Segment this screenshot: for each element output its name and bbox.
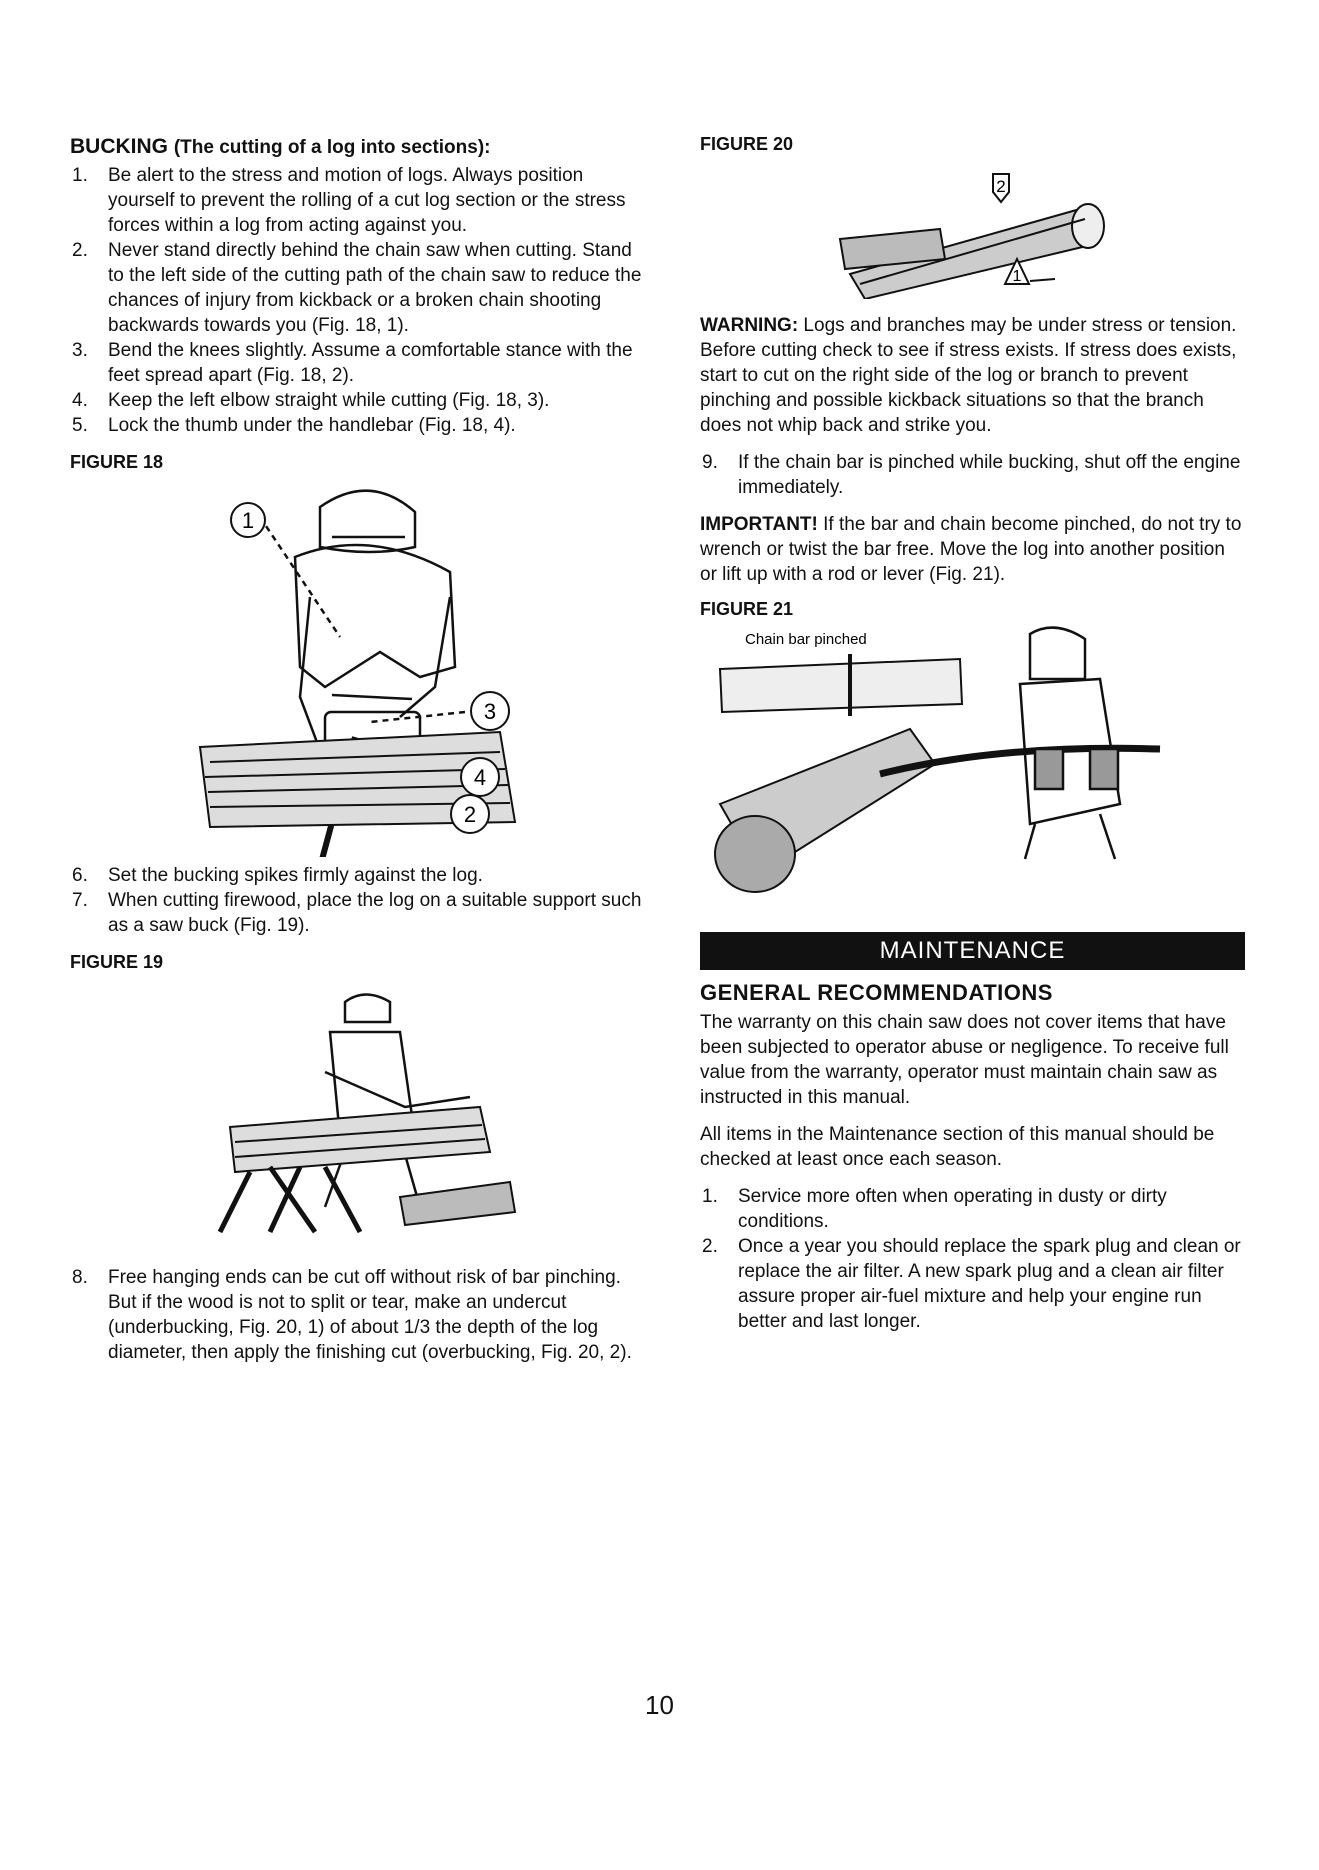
callout-number: 4: [473, 765, 487, 790]
item-text: Service more often when operating in dusty or dirty conditions.: [738, 1186, 1167, 1232]
item-number: 2.: [72, 240, 88, 261]
item-number: 1.: [72, 165, 88, 186]
callout-1: [231, 503, 265, 537]
list-item: [70, 1265, 650, 1365]
important-paragraph: [700, 512, 1245, 587]
figure-19-illustration: [70, 977, 650, 1247]
bucking-steps-6-7: [70, 863, 650, 938]
left-column: [70, 134, 650, 1365]
bucking-subtitle: (The cutting of a log into sections):: [173, 137, 491, 158]
list-item: [70, 238, 650, 338]
item-text: Set the bucking spikes firmly against the log.: [108, 865, 483, 886]
item-number: 7.: [72, 890, 88, 911]
maintenance-banner: MAINTENANCE: [700, 932, 1245, 970]
list-item: [70, 863, 650, 888]
right-column: [700, 134, 1245, 1334]
figure-18-label: FIGURE 18: [70, 452, 164, 472]
figure-19-label: FIGURE 19: [70, 952, 164, 972]
callout-2: [993, 174, 1009, 202]
list-item: [70, 388, 650, 413]
item-text: Keep the left elbow straight while cutting (Fig. 18, 3).: [108, 390, 550, 411]
item-text: Once a year you should replace the spark plug and clean or replace the air filter. A new spark plug and a clean air filter assure proper air-fuel mixture and help your engine run better and last longer.: [738, 1236, 1241, 1332]
item-text: When cutting firewood, place the log on a suitable support such as a saw buck (Fig. 19).: [108, 890, 642, 936]
list-item: [70, 163, 650, 238]
item-text: Free hanging ends can be cut off without risk of bar pinching. But if the wood is not to split or tear, make an undercut (underbucking, Fig. 20, 1) of about 1/3 the depth of the log diameter, then apply the finishing cut (overbucking, Fig. 20, 2).: [108, 1267, 632, 1363]
item-number: 3.: [72, 340, 88, 361]
item-number: 6.: [72, 865, 88, 886]
warning-paragraph: [700, 313, 1245, 438]
warning-label: WARNING:: [700, 315, 799, 336]
important-text: If the bar and chain become pinched, do not try to wrench or twist the bar free. Move the log into another position or lift up with a rod or lever (Fig. 21).: [700, 514, 1242, 585]
list-item: [70, 888, 650, 938]
figure-21-label: FIGURE 21: [700, 599, 794, 619]
general-recommendations-heading: GENERAL RECOMMENDATIONS: [700, 980, 1053, 1005]
callout-3: [471, 692, 509, 730]
bucking-steps-1-5: [70, 163, 650, 438]
callout-number: 2: [996, 177, 1006, 196]
item-text: Never stand directly behind the chain saw when cutting. Stand to the left side of the cutting path of the chain saw to reduce the chances of injury from kickback or a broken chain shooting backwards towards you (Fig. 18, 1).: [108, 240, 642, 336]
callout-number: 2: [463, 802, 477, 827]
important-label: IMPORTANT!: [700, 514, 818, 535]
page-number: 10: [645, 1690, 674, 1720]
callout-2: [451, 795, 489, 833]
figure-20-label: FIGURE 20: [700, 134, 794, 154]
item-number: 4.: [72, 390, 88, 411]
item-number: 8.: [72, 1267, 88, 1288]
figure-20-illustration: [700, 159, 1245, 299]
callout-number: 1: [241, 508, 255, 533]
callout-number: 1: [1012, 268, 1022, 285]
general-paragraph-1: The warranty on this chain saw does not cover items that have been subjected to operator abuse or negligence. To receive full value from the warranty, operator must maintain chain saw as instructed in this manual.: [700, 1012, 1229, 1108]
figure-21-illustration: [700, 624, 1245, 914]
bucking-step-8: [70, 1265, 650, 1365]
figure-21-caption: Chain bar pinched: [745, 631, 867, 648]
item-number: 1.: [702, 1186, 718, 1207]
figure-18-illustration: [70, 477, 650, 857]
item-text: Bend the knees slightly. Assume a comfortable stance with the feet spread apart (Fig. 18, 2).: [108, 340, 633, 386]
general-paragraph-2: All items in the Maintenance section of this manual should be checked at least once each season.: [700, 1124, 1215, 1170]
item-text: Lock the thumb under the handlebar (Fig. 18, 4).: [108, 415, 516, 436]
list-item: [700, 450, 1245, 500]
item-number: 5.: [72, 415, 88, 436]
bucking-heading: [70, 134, 650, 161]
callout-4: [461, 758, 499, 796]
item-number: 2.: [702, 1236, 718, 1257]
bucking-step-9: [700, 450, 1245, 500]
general-recommendations-list: [700, 1184, 1245, 1334]
warning-text: Logs and branches may be under stress or tension. Before cutting check to see if stress exists. If stress does exists, start to cut on the right side of the log or branch to prevent pinching and possible kickback situations so that the branch does not whip back and strike you.: [700, 315, 1237, 436]
item-text: If the chain bar is pinched while bucking, shut off the engine immediately.: [738, 452, 1241, 498]
list-item: [70, 338, 650, 388]
bucking-title: BUCKING: [70, 135, 168, 158]
list-item: [700, 1184, 1245, 1234]
list-item: [70, 413, 650, 438]
callout-number: 3: [483, 699, 497, 724]
list-item: [700, 1234, 1245, 1334]
item-text: Be alert to the stress and motion of logs. Always position yourself to prevent the rolling of a cut log section or the stress forces within a log from acting against you.: [108, 165, 626, 236]
item-number: 9.: [702, 452, 718, 473]
